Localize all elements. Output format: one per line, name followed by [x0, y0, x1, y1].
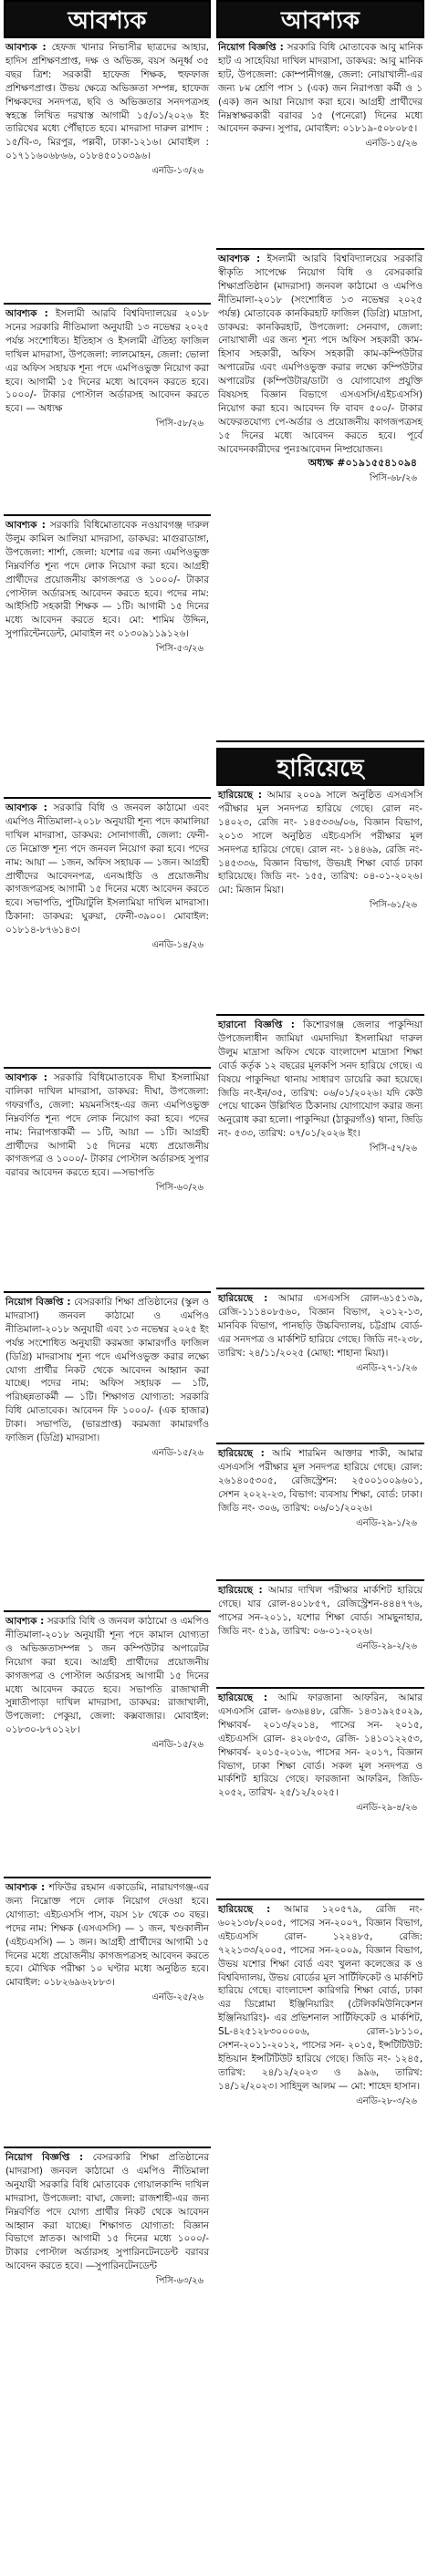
ad-body: [5, 519, 209, 641]
lost-notice: [216, 1689, 424, 1900]
ad-code: পিসি-৫৮/২৬: [155, 419, 204, 429]
ad-text: সরকারি বিধি মোতাবেক আবু মানিক হাট এ সাহেবিয়া দাখিল মাদরাসা, ডাকঘর: আবু মানিক হাট, উপজেলা: কোম্পানীগঞ্জ, জেলা: নোয়াখালী-এর জন্য ৮ম শ্রেণি পাস ১ (এক) জন নিরাপত্তা কর্মী ও ১ (এক) জন আয়া নিয়োগ করা হবে। আগ্রহী প্রার্থীদের নিম্নস্বাক্ষরকারী বরাবর ১৫ (পনেরো) দিনের মধ্যে আবেদন করুন। সুপার, মোবাইল: ০১৮১৯-৫০৮০৮৫।: [218, 42, 423, 135]
ad-body: [5, 41, 209, 163]
ad-body: [218, 41, 423, 136]
lost-notice: [216, 1016, 424, 1289]
ad-text: বেসরকারি শিক্ষা প্রতিষ্ঠানের (মাদরাসা) জনবল কাঠামো ও এমপিও নীতিমালা অনুযায়ী সরকারি বিধি মোতাবেক গোয়ালকান্দি দাখিল মাদরাসা, উপজেলা: বাঘা, জেলা: রাজশাহী-এর জন্য নিম্নবর্ণিত পদে যোগ্য প্রার্থীর নিকট থেকে আবেদন আহ্বান করা যাচ্ছে। শিক্ষাগত যোগ্যতা: বিজ্ঞান বিভাগে স্নাতক। আগামী ১৫ দিনের মধ্যে ১০০০/- টাকার পোস্টাল অর্ডারসহ সুপারিনটেনডেন্ট বরাবর আবেদন করতে হবে। —সুপারিনটেনডেন্ট: [5, 2152, 209, 2272]
lost-notice: [216, 1289, 424, 1444]
ad-body: [218, 1019, 423, 1141]
ad-body: [218, 789, 423, 897]
classified-ad: [4, 516, 211, 799]
classified-ad: [4, 799, 211, 1069]
ad-keyword: নিয়োগ বিজ্ঞপ্তি :: [5, 2152, 84, 2163]
ad-text: সরকারি বিধি ও জনবল কাঠামো ও এমপিও নীতিমালা-২০১৮ অনুযায়ী শূন্য পদে কামাল যোগ্যতা ও অভিজ্ঞতাসম্পন্ন ১ জন কম্পিউটার অপারেটর নিয়োগ করা হবে। আগ্রহী প্রার্থীদের প্রয়োজনীয় কাগজপত্র ও পোস্টাল অর্ডারসহ আগামী ১৫ দিনের মধ্যে আবেদন করতে হবে। সভাপতি রাজাখালী সুন্নাতীপাড়া দাখিল মাদরাসা, ডাকঘর: রাজাখালী, উপজেলা: পেকুয়া, জেলা: কক্সবাজার। মোবাইল: ০১৮৩০-৮৭০১২৮।: [5, 1616, 209, 1736]
ad-text: আমি ফারজানা আফরিন, আমার এসএসসি রোল- ৬৩৬৪৪৮, রেজি- ১৪৩১৯২৫০২৯, শিক্ষাবর্ষ- ২০১৩/২০১৪, পাসের সন- ২০১৫, এইচএসসি রোল- ৪২০৮৫৩, রেজি- ১৪১০১২২৫৩, শিক্ষাবর্ষ- ২০১৫-২০১৬, পাসের সন- ২০১৭, বিজ্ঞান বিভাগ, ঢাকা শিক্ষা বোর্ড। সকল মূল সনদপত্র ও মার্কশিট হারিয়ে গেছে। ফারজানা আফরিন, জিডি- ২০৫২, তারিখ- ২৫/১২/২০২৫।: [218, 1692, 423, 1799]
lost-notice: [216, 1900, 424, 2314]
ad-text: হেফজ খানার নিভাসীর ছাত্রদের আহার, হাদিস প্রশিক্ষণপ্রাপ্ত, দক্ষ ও অভিজ্ঞ, বয়স অনূর্ধ্ব ৩৫ বছর ত্রিশ: সরকারী হাফেজ শিক্ষক, হুফফাজ প্রশিক্ষণপ্রাপ্ত। উভয় ক্ষেত্রে অভিজ্ঞতা সম্পন্ন, হাফেজ শিক্ষকদের সনদপত্র, ছবি ও অভিজ্ঞতার সনদপত্রসহ স্বহস্তে লিখিত দরখাস্ত আগামী ১৫/০১/২০২৬ ইং তারিখের মধ্যে পৌঁছাতে হবে। মাদরাসা দারুল রাশাদ : ১৫/বি-৩, মিরপুর, পল্লবী, ঢাকা-১২১৬। মোবাইল : ০১৭১১৬০৬৮৬৬, ০১৮৪৫০১০৩৯৬।: [5, 42, 209, 162]
ad-body: [5, 1615, 209, 1737]
ad-code: এনডি-১৪/২৬: [151, 940, 204, 951]
ad-keyword: আবশ্যক :: [5, 802, 47, 813]
ad-body: [218, 1584, 423, 1639]
ad-text: আমার এসএসসি রোল-৬১৫১৩৯, রেজি-১১১৪০৮৫৬০, বিজ্ঞান বিভাগ, ২০১২-১৩, মানবিক বিভাগ, পানছড়ি উচ্চবিদ্যালয়, চট্টগ্রাম বোর্ড-এর সনদপত্র ও মার্কশিট হারিয়ে গেছে। জিডি নং-২৩৮, তারিখ: ২৪/১১/২০২৫ (মোছা: শাহানা মিয়া)।: [218, 1293, 423, 1359]
ad-code: এনডি-১৫/২৬: [365, 139, 417, 150]
ad-text: ইসলামী আরবি বিশ্ববিদ্যালয়ের সরকারি স্বীকৃতি সাপেক্ষে নিয়োগ বিধি ও বেসরকারি শিক্ষাপ্রতিষ্ঠান (মাদরাসা) জনবল কাঠামো ও এমপিও নীতিমালা-২০১৮ (সংশোধিত ১৩ নভেম্বর ২০২৫ পর্যন্ত) মোতাবেক কানকিরহাট ফাজিল (ডিগ্রি) মাদ্রাসা, ডাকঘর: কানকিরহাট, উপজেলা: সেনবাগ, জেলা: নোয়াখালী এর জন্য শূন্য পদে অফিস সহকারী কাম-হিসাব সহকারী, অফিস সহকারী কাম-কম্পিউটার অপারেটর এবং এমপিওভুক্ত করার লক্ষ্যে কম্পিউটার অপারেটর (কম্পিউটার/ডাটা ও যোগাযোগ প্রযুক্তি বিষয়সহ বিজ্ঞান বিভাগে এসএসসি/এইচএসসি) নিয়োগ করা হবে। আবেদন ফি বাবদ ৫০০/- টাকার অফেরতযোগ্য পে-অর্ডার ও প্রয়োজনীয় কাগজপত্রসহ ১৫ দিনের মধ্যে আবেদন করতে হবে। পূর্বে আবেদনকারীদের পুনঃআবেদন নিষ্প্রয়োজন।: [218, 253, 423, 455]
ad-keyword: নিয়োগ বিজ্ঞপ্তি :: [218, 42, 284, 53]
ad-keyword: হারানো বিজ্ঞপ্তি :: [218, 1019, 295, 1030]
classified-ad: [4, 38, 211, 305]
ad-code: এনডি-২৭-১/২৬: [356, 1362, 417, 1373]
ad-signature: অধ্যক্ষ #০১৯১৫৫৪১০৯৪: [308, 456, 417, 469]
ad-text: শফিউর রহমান একাডেমি, নারায়ণগঞ্জ-এর জন্য নিম্নোক্ত পদে লোক নিয়োগ দেওয়া হবে। যোগ্যতা: এইচএসসি পাস, বয়স ১৮ থেকে ৩০ বছর। পদের নাম: শিক্ষক (এসএসসি) — ১ জন, খণ্ডকালীন (এইচএসসি) — ১ জন। আগ্রহী প্রার্থীদের আগামী ১৫ দিনের মধ্যে প্রয়োজনীয় কাগজপত্রসহ আবেদন করতে হবে। মৌখিক পরীক্ষা ১০ ঘণ্টার মধ্যে অনুষ্ঠিত হবে। মোবাইল: ০১৮২৬৯৬২৮৮৩।: [5, 1882, 209, 1989]
ad-body: [5, 1881, 209, 1990]
lost-notice: [216, 1581, 424, 1689]
lost-notice: [216, 786, 424, 1016]
ad-keyword: হারিয়েছে :: [218, 790, 263, 801]
ad-body: [218, 1292, 423, 1360]
ad-text: আমার দাখিল পরীক্ষার মার্কশিট হারিয়ে গেছে। যার রোল-৪০১৮৫৭, রেজিস্ট্রেশন-৪৪৪৭৭৬, পাসের সন-২০১১, যশোর শিক্ষা বোর্ড। সামছুনাহার, জিডি নং- ৫১৯, তারিখ: ০৬-০১-২০২৬।: [218, 1585, 423, 1637]
ad-text: সরকারি বিধিমোতাবেক নওয়াবগঞ্জ দারুল উলুম কামিল আলিয়া মাদরাসা, ডাকঘর: মাগুরাডাঙ্গা, উপজেলা: শার্শা, জেলা: যশোর এর জন্য এমপিওভুক্ত নিম্নবর্ণিত শূন্য পদে লোক নিয়োগ করা হবে। আগ্রহী প্রার্থীদের প্রয়োজনীয় কাগজপত্র ও ১০০০/- টাকার পোস্টাল অর্ডারসহ আবেদন করতে হবে। পদের নাম: আইসিটি সহকারী শিক্ষক — ১টি। আগামী ১৫ দিনের মধ্যে আবেদন করতে হবে। মো: শামিম উদ্দিন, সুপারিন্টেনডেন্ট, মোবাইল নং ০১৩০৯১১৯১২৬।: [5, 520, 209, 640]
section-header-wanted-right: আবশ্যক: [216, 0, 424, 38]
ad-code: এনডি-২৯-৪/২৬: [356, 1803, 417, 1814]
ad-text: আমি শারমিন আক্তার শাকী, আমার এসএসসি পরীক্ষার মূল সনদপত্র হারিয়ে গেছে। রোল: ২৬১৪০৫৩০৫, রেজিস্ট্রেশন: ২৫০০১০০৯৬০১, সেশন ২০২২-২৩, বিভাগ: ব্যবসায় শিক্ষা, বোর্ড: ঢাকা। জিডি নং- ৩০৬, তারিখ: ০৬/০১/২০২৬।: [218, 1448, 423, 1514]
lost-notice: [216, 1444, 424, 1581]
section-header-wanted-left: আবশ্যক: [4, 0, 211, 38]
ad-code: এনডি-২৫/২৬: [151, 1992, 204, 2003]
ad-keyword: আবশ্যক :: [5, 1072, 47, 1083]
ad-body: [218, 1447, 423, 1516]
ad-text: সরকারি বিধিমোতাবেক দীঘা ইসলামিয়া বালিকা দাখিল মাদরাসা, ডাকঘর: দীঘা, উপজেলা: গফরগাঁও, জেলা: ময়মনসিংহ-এর জন্য এমপিওভুক্ত নিম্নবর্ণিত শূন্য পদে লোক নিয়োগ করা হবে। পদের নাম: নিরাপত্তাকর্মী — ১টি, আয়া — ১টি। আগ্রহী প্রার্থীদের আগামী ১৫ দিনের মধ্যে প্রয়োজনীয় কাগজপত্র ও ১০০০/- টাকার পোস্টাল অর্ডারসহ সুপার বরাবর আবেদন করতে হবে। —সভাপতি: [5, 1072, 209, 1179]
ad-keyword: আবশ্যক :: [218, 253, 261, 264]
ad-code: এনডি-২৯-১/২৬: [356, 1517, 417, 1528]
section-header-lost: হারিয়েছে: [216, 748, 424, 786]
classified-ad: [4, 1069, 211, 1293]
ad-keyword: আবশ্যক :: [5, 520, 46, 531]
ad-body: [218, 253, 423, 457]
ad-body: [218, 1903, 423, 2094]
ad-code: পিসি-৬১/২৬: [369, 900, 417, 911]
right-column: [216, 0, 424, 2314]
ad-code: এনডি-১৩/২৬: [151, 166, 204, 177]
ad-text: বেসরকারি শিক্ষা প্রতিষ্ঠানের (স্কুল ও মাদরাসা) জনবল কাঠামো ও এমপিও নীতিমালা-২০১৮ অনুযায়ী এবং ১৩ নভেম্বর ২০২৫ ইং পর্যন্ত সংশোধিত অনুযায়ী করমজা কামারগাঁও ফাজিল (ডিগ্রি) মাদরাসায় শূন্য পদে এমপিওভুক্ত করার লক্ষ্যে যোগ্য প্রার্থীর নিকট থেকে আবেদন আহ্বান করা যাচ্ছে। পদের নাম: অফিস সহায়ক — ১টি, পরিচ্ছন্নতাকর্মী — ১টি। শিক্ষাগত যোগ্যতা: সরকারি বিধি মোতাবেক। আবেদন ফি ১০০০/- (এক হাজার) টাকা। সভাপতি, (ভারপ্রাপ্ত) করমজা কামারগাঁও ফাজিল (ডিগ্রি) মাদরাসা।: [5, 1297, 209, 1444]
ad-text: ইসলামী আরবি বিশ্ববিদ্যালয়ের ২০১৮ সনের সরকারি নীতিমালা অনুযায়ী ১৩ নভেম্বর ২০২৫ পর্যন্ত সংশোধিত। ইতিহাস ও ইসলামী ঐতিহ্য ফাজিল দাখিল মাদরাসা, উপজেলা: লালমোহন, জেলা: ভোলা এর অফিস সহায়ক শূন্য পদে এমপিওভুক্ত নিয়োগ করা হবে। আগামী ১৫ দিনের মধ্যে আবেদন করতে হবে। ১০০০/- টাকার পোস্টাল অর্ডারসহ আবেদন করতে হবে। — অধ্যক্ষ: [5, 308, 209, 415]
classified-ad: [4, 1293, 211, 1612]
ad-code: পিসি-৫৭/২৬: [369, 1143, 417, 1154]
ad-code: পিসি-৬৩/২৬: [155, 2276, 204, 2287]
ad-body: [5, 802, 209, 937]
ad-keyword: নিয়োগ বিজ্ঞপ্তি :: [5, 1297, 71, 1308]
ad-code: পিসি-৫৩/২৬: [155, 644, 204, 655]
ad-keyword: হারিয়েছে :: [218, 1585, 263, 1596]
ad-body: [5, 1296, 209, 1445]
ad-keyword: হারিয়েছে :: [218, 1293, 268, 1304]
classified-ad: [4, 1612, 211, 1878]
classified-ad: [4, 1878, 211, 2148]
classified-ad: [4, 305, 211, 516]
ad-code: পিসি-৬৮/২৬: [369, 472, 417, 483]
ad-keyword: আবশ্যক :: [5, 1882, 46, 1893]
ad-text: সরকারি বিধি ও জনবল কাঠামো এবং এমপিও নীতিমালা-২০১৮ অনুযায়ী শূন্য পদে কামালিয়া দাখিল মাদরাসা, ডাকঘর: সোনাগাজী, জেলা: ফেনী-তে নিম্নোক্ত শূন্য পদে জনবল নিয়োগ করা হবে। পদের নাম: আয়া — ১জন, অফিস সহায়ক — ১জন। আগ্রহী প্রার্থীদের আবেদনপত্র, এনআইডি ও প্রয়োজনীয় কাগজপত্রসহ আগামী ১৫ দিনের মধ্যে আবেদন করতে হবে। সভাপতি, পুটিয়াটুলি ইসলামিয়া দাখিল মাদরাসা। ঠিকানা: ডাকঘর: ঘুরুয়া, ফেনী-৩৯০০। মোবাইল: ০১৮১৪-৮৭৬১৪৩।: [5, 802, 209, 936]
ad-code: এনডি-২৯-২/২৬: [356, 1640, 417, 1651]
ad-keyword: হারিয়েছে :: [218, 1692, 268, 1703]
ad-keyword: হারিয়েছে :: [218, 1448, 265, 1459]
ad-body: [5, 307, 209, 416]
ad-code: এনডি-২৮-৩/২৬: [356, 2095, 417, 2106]
ad-body: [5, 2151, 209, 2273]
ad-text: আমার ১২০৫৭৯, রেজি নং- ৬০২১৩৮/২০০৫, পাসের সন-২০০৭, বিজ্ঞান বিভাগ, এইচএসসি রোল- ১২২৪৮৫, রেজি: ৭২২১৩৩/২০০৫, পাসের সন-২০০৯, বিজ্ঞান বিভাগ, উভয় যশোর শিক্ষা বোর্ড এবং খুলনা কলেজের ক ও বিশ্ববিদ্যালয়, উভয় বোর্ডের মূল সার্টিফিকেট ও মার্কশিট হারিয়ে গেছে। বাংলাদেশ কারিগরি শিক্ষা বোর্ড, ঢাকা এর ডিপ্লোমা ইঞ্জিনিয়ারিং (টেলিকমিউনিকেশন ইঞ্জিনিয়ারিং)- এর প্রভিশনাল সার্টিফিকেট ও মার্কশিট, SL-৪২৫১২৮৩০০০০৬, রোল-১৮১১০, সেশন-২০১১-২০১২, পাসের সন- ২০১৫, ইন্সটিটিউট: ইন্ডিয়ান ইন্সটিটিউট হারিয়ে গেছে। জিডি নং- ১২৪৫, তারিখ: ২৪/১২/২০২৩ ও ৯৯৬, তারিখ: ১৪/১২/২০২৩। সাহিদুল আলম — মো: শাহেদ হাসান।: [218, 1904, 423, 2092]
ad-text: আমার ২০০৯ সালে অনুষ্ঠিত এসএসসি পরীক্ষার মূল সনদপত্র হারিয়ে গেছে। রোল নং- ১৪০২৩, রেজি নং- ১৪৫৩৩৬/০৬, বিজ্ঞান বিভাগ, ২০১৩ সালে অনুষ্ঠিত এইচএসসি পরীক্ষার মূল সনদপত্র হারিয়ে গেছে। রোল নং- ১৪৪৬৯, রেজি নং- ১৪৫৩৩৬, বিজ্ঞান বিভাগ, উভয়ই শিক্ষা বোর্ড ঢাকা হারিয়েছে। জিডি নং- ১৫৫, তারিখ: ০৪-০১-২০২৬। মো: মিজান মিয়া।: [218, 790, 423, 896]
left-column: [4, 0, 211, 2387]
ad-keyword: হারিয়েছে :: [218, 1904, 271, 1915]
classified-ad: [4, 2148, 211, 2387]
ad-code: এনডি-১৫/২৬: [151, 1740, 204, 1751]
ad-keyword: আবশ্যক :: [5, 308, 48, 319]
ad-body: [5, 1071, 209, 1180]
ad-keyword: আবশ্যক :: [5, 42, 47, 53]
ad-code: এনডি-১৫/২৬: [151, 1447, 204, 1458]
ad-keyword: আবশ্যক :: [5, 1616, 45, 1627]
ad-body: [218, 1691, 423, 1800]
classified-ad: [216, 38, 424, 250]
ad-text: কিশোরগঞ্জ জেলার পাকুন্দিয়া উপজেলাধীন জামিয়া এমদাদিয়া ইসলামিয়া দারুল উলুম মাদ্রাসা অফিস থেকে বাংলাদেশ মাদ্রাসা শিক্ষা বোর্ড কর্তৃক ১২ বছরের মূলকপি সনদ হারিয়ে গেছে। এ বিষয়ে পাকুন্দিয়া থানায় সাধারণ ডায়েরি করা হয়েছে। জিডি নং-ইন/৩৫, তারিখ: ০৬/০১/২০২৬। যদি কেউ পেয়ে থাকেন উল্লিখিত ঠিকানায় যোগাযোগ করার জন্য অনুরোধ করা হলো। পাকুন্দিয়া (ঠাকুরগাঁও) থানা, জিডি নং- ৫৩৩, তারিখ: ০৭/০১/২০২৬ ইং।: [218, 1019, 423, 1140]
ad-code: পিসি-৬০/২৬: [155, 1183, 204, 1194]
classified-ad: [216, 250, 424, 742]
